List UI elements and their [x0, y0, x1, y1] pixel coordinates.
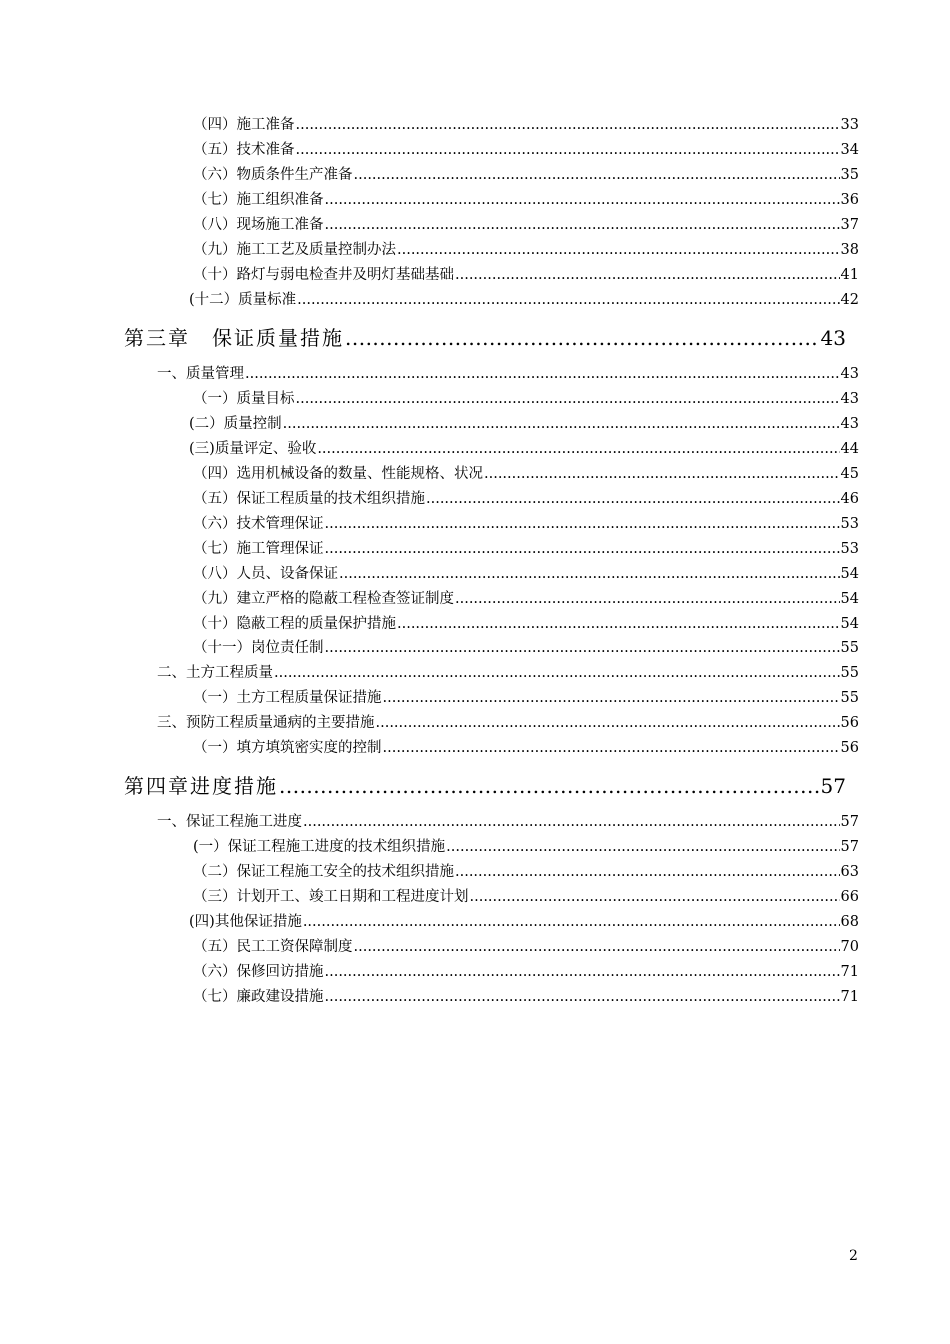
toc-leader	[325, 190, 840, 210]
toc-entry[interactable]	[189, 912, 859, 932]
toc-page-number: 71	[840, 964, 859, 980]
toc-entry[interactable]	[193, 115, 859, 135]
toc-leader	[354, 937, 840, 957]
toc-section-entry[interactable]	[157, 812, 859, 832]
toc-page-number: 53	[840, 541, 859, 557]
toc-entry-label: （一）土方工程质量保证措施	[193, 690, 382, 706]
toc-entry[interactable]	[193, 539, 859, 559]
toc-entry[interactable]	[193, 614, 859, 634]
toc-page-number: 54	[840, 566, 859, 582]
toc-leader	[296, 140, 840, 160]
toc-page-number: 41	[840, 267, 859, 283]
toc-entry[interactable]	[193, 190, 859, 210]
toc-entry-label: （八）人员、设备保证	[193, 566, 338, 582]
toc-entry-label: （七）施工组织准备	[193, 192, 324, 208]
toc-entry[interactable]	[193, 937, 859, 957]
toc-leader	[317, 439, 839, 459]
toc-page-number: 54	[840, 616, 859, 632]
toc-leader	[376, 713, 840, 733]
toc-page-number: 46	[840, 491, 859, 507]
toc-leader	[325, 215, 840, 235]
toc-page-number: 66	[840, 889, 859, 905]
toc-page-number: 42	[840, 292, 859, 308]
toc-entry-label: （三）计划开工、竣工日期和工程进度计划	[193, 889, 469, 905]
toc-entry[interactable]	[193, 389, 859, 409]
toc-page-number: 53	[840, 516, 859, 532]
toc-leader	[426, 489, 840, 509]
toc-entry-label: （十）隐蔽工程的质量保护措施	[193, 616, 396, 632]
toc-leader	[296, 389, 840, 409]
toc-leader	[383, 688, 840, 708]
toc-leader	[283, 414, 840, 434]
toc-section-entry[interactable]	[157, 663, 859, 683]
toc-page-number: 34	[840, 142, 859, 158]
toc-entry-label: （六）保修回访措施	[193, 964, 324, 980]
toc-page-number: 38	[840, 242, 859, 258]
toc-page-number: 70	[840, 939, 859, 955]
toc-leader	[303, 912, 840, 932]
toc-entry[interactable]	[193, 240, 859, 260]
toc-entry[interactable]	[193, 987, 859, 1007]
toc-leader	[325, 638, 840, 658]
toc-leader	[297, 290, 839, 310]
toc-entry[interactable]	[193, 140, 859, 160]
toc-entry-label: （四）施工准备	[193, 117, 295, 133]
toc-entry-label: （一）质量目标	[193, 391, 295, 407]
toc-page-number: 71	[840, 989, 859, 1005]
toc-entry-label: （一）填方填筑密实度的控制	[193, 740, 382, 756]
toc-entry-label: （七）施工管理保证	[193, 541, 324, 557]
toc-page-number: 45	[840, 466, 859, 482]
toc-leader	[470, 887, 840, 907]
toc-page-number: 56	[840, 740, 859, 756]
toc-entry-label: （七）廉政建设措施	[193, 989, 324, 1005]
toc-entry-label: (四)其他保证措施	[189, 914, 302, 930]
toc-entry-label: （八）现场施工准备	[193, 217, 324, 233]
toc-page-number: 57	[820, 774, 846, 798]
toc-chapter-label: 第三章 保证质量措施	[124, 326, 344, 350]
toc-entry-label: （六）物质条件生产准备	[193, 167, 353, 183]
toc-page-number: 55	[840, 665, 859, 681]
toc-entry[interactable]	[193, 514, 859, 534]
toc-entry[interactable]	[189, 439, 859, 459]
toc-entry-label: (二）质量控制	[189, 416, 282, 432]
toc-leader	[397, 240, 840, 260]
toc-entry-label: 二、土方工程质量	[157, 665, 273, 681]
toc-entry[interactable]	[193, 564, 859, 584]
toc-entry-label: (十二）质量标准	[189, 292, 297, 308]
toc-entry[interactable]	[193, 215, 859, 235]
toc-page-number: 63	[840, 864, 859, 880]
toc-leader	[455, 589, 840, 609]
toc-entry[interactable]	[193, 638, 859, 658]
toc-leader	[325, 514, 840, 534]
toc-entry-label: 一、质量管理	[157, 366, 244, 382]
toc-page-number: 56	[840, 715, 859, 731]
toc-leader	[274, 663, 840, 683]
toc-entry-label: （五）技术准备	[193, 142, 295, 158]
toc-entry-label: 三、预防工程质量通病的主要措施	[157, 715, 375, 731]
toc-page-number: 43	[820, 326, 846, 350]
toc-leader	[446, 837, 839, 857]
toc-chapter-entry[interactable]	[124, 324, 846, 352]
toc-leader	[397, 614, 840, 634]
toc-page-number: 55	[840, 640, 859, 656]
toc-entry-label: （六）技术管理保证	[193, 516, 324, 532]
toc-page-number: 57	[840, 814, 859, 830]
toc-page-number: 54	[840, 591, 859, 607]
toc-page-number: 44	[840, 441, 859, 457]
toc-page-number: 68	[840, 914, 859, 930]
toc-entry[interactable]	[193, 489, 859, 509]
toc-entry[interactable]	[193, 738, 859, 758]
toc-page-number: 43	[840, 416, 859, 432]
toc-page-number: 35	[840, 167, 859, 183]
toc-entry-label: （十一）岗位责任制	[193, 640, 324, 656]
toc-entry-label: （五）保证工程质量的技术组织措施	[193, 491, 425, 507]
page-number: 2	[849, 1248, 858, 1264]
toc-leader	[339, 564, 840, 584]
toc-leader	[345, 324, 820, 352]
toc-leader	[455, 265, 840, 285]
toc-entry-label: （十）路灯与弱电检查井及明灯基础基础	[193, 267, 454, 283]
toc-leader	[354, 165, 840, 185]
toc-entry-label: (一）保证工程施工进度的技术组织措施	[193, 839, 446, 855]
toc-entry[interactable]	[193, 887, 859, 907]
toc-chapter-label: 第四章进度措施	[124, 774, 278, 798]
toc-page-number: 43	[840, 366, 859, 382]
toc-entry[interactable]	[189, 290, 859, 310]
toc-entry[interactable]	[193, 464, 859, 484]
toc-entry-label: （二）保证工程施工安全的技术组织措施	[193, 864, 454, 880]
toc-leader	[279, 772, 820, 800]
toc-entry[interactable]	[193, 688, 859, 708]
toc-entry-label: (三)质量评定、验收	[189, 441, 317, 457]
toc-page-number: 55	[840, 690, 859, 706]
toc-entry-label: 一、保证工程施工进度	[157, 814, 302, 830]
toc-page-number: 43	[840, 391, 859, 407]
toc-section-entry[interactable]	[157, 364, 859, 384]
toc-leader	[325, 987, 840, 1007]
toc-chapter-entry[interactable]	[124, 772, 846, 800]
toc-entry-label: （九）建立严格的隐蔽工程检查签证制度	[193, 591, 454, 607]
toc-leader	[296, 115, 840, 135]
toc-section-entry[interactable]	[157, 713, 859, 733]
toc-leader	[484, 464, 840, 484]
toc-entry-label: （九）施工工艺及质量控制办法	[193, 242, 396, 258]
toc-page-number: 36	[840, 192, 859, 208]
toc-leader	[303, 812, 840, 832]
toc-entry[interactable]	[193, 962, 859, 982]
toc-leader	[325, 962, 840, 982]
toc-leader	[245, 364, 840, 384]
toc-entry-label: （五）民工工资保障制度	[193, 939, 353, 955]
toc-entry[interactable]	[193, 837, 859, 857]
toc-entry[interactable]	[189, 414, 859, 434]
toc-entry[interactable]	[193, 589, 859, 609]
toc-leader	[325, 539, 840, 559]
toc-entry[interactable]	[193, 265, 859, 285]
toc-page-number: 33	[840, 117, 859, 133]
toc-page-number: 37	[840, 217, 859, 233]
toc-page-number: 57	[840, 839, 859, 855]
toc-entry[interactable]	[193, 165, 859, 185]
toc-leader	[455, 862, 840, 882]
toc-leader	[383, 738, 840, 758]
toc-entry[interactable]	[193, 862, 859, 882]
toc-entry-label: （四）选用机械设备的数量、性能规格、状况	[193, 466, 483, 482]
